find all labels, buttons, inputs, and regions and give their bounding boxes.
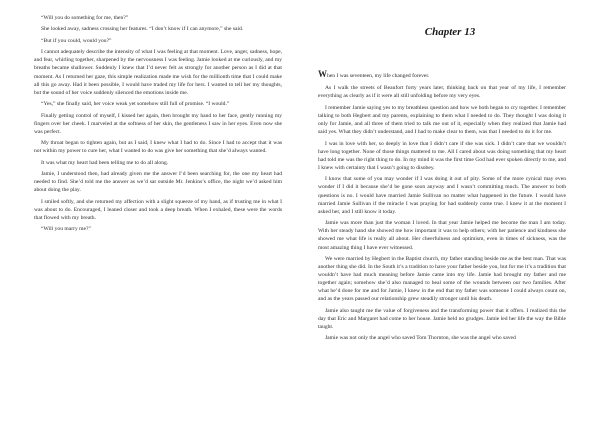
paragraph: It was what my heart had been telling me to do all along. <box>41 159 169 166</box>
right-page-text <box>318 68 566 346</box>
paragraph: I know that some of you may wonder if I was doing it out of pity. Some of the more cynical may even wonder if I did it because she’d be gone soon anyway and I wasn’t committing much. The answer to both questions is no. I would have married Jamie Sullivan no matter what happened in the future. I would have married Jamie Sullivan if the miracle I was praying for had suddenly come true. I knew it at the moment I asked her, and I still know it today. <box>318 176 566 215</box>
opening-text: hen I was seventeen, my life changed forever. <box>327 73 430 79</box>
paragraph: My throat began to tighten again, but as I said, I knew what I had to do. Since I had to accept that it was not within my power to cure her, what I wanted to do was give her something that she’d always wanted. <box>34 140 282 155</box>
opening-paragraph <box>318 68 566 81</box>
paragraph: She looked away, sadness crossing her features. “I don’t know if I can anymore,” she said. <box>41 26 244 33</box>
left-page-text <box>34 14 282 237</box>
drop-cap: W <box>318 69 327 79</box>
paragraph: Finally getting control of myself, I kissed her again, then brought my hand to her face, gently running my fingers over her cheek. I marveled at the softness of her skin, the gentleness I saw in her eyes. Even now she was perfect. <box>34 112 282 135</box>
paragraph: “Yes,” she finally said, her voice weak yet somehow still full of promise. “I would.” <box>41 101 230 108</box>
paragraph: “But if you could, would you?” <box>41 37 112 44</box>
paragraph: Jamie was not only the angel who saved Tom Thornton, she was the angel who saved <box>325 335 516 342</box>
paragraph: Jamie was more than just the woman I loved. In that year Jamie helped me become the man I am today. With her steady hand she showed me how important it was to help others; with her patience and kindness she showed me what life is really all about. Her cheerfulness and optimism, even in times of sickness, was the most amazing thing I have ever witnessed. <box>318 220 566 251</box>
paragraph: I cannot adequately describe the intensity of what I was feeling at that moment. Love, anger, sadness, hope, and fear, whirling together, sharpened by the nervousness I was feeling. Jamie looked at me curiously, and my breaths became shallower. Suddenly I knew that I’d never felt as strongly for another person as I did at that moment. As I returned her gaze, this simple realization made me wish for the millionth time that I could make all this go away. Had it been possible, I would have traded my life for hers. I wanted to tell her my thoughts, but the sound of her voice suddenly silenced the emotions inside me. <box>34 49 282 96</box>
paragraph: I smiled softly, and she returned my affection with a slight squeeze of my hand, as if trusting me in what I was about to do. Encouraged, I leaned closer and took a deep breath. When I exhaled, these were the words that flowed with my breath. <box>34 198 282 221</box>
paragraph: I remember Jamie saying yes to my breathless question and how we both began to cry together. I remember talking to both Hegbert and my parents, explaining to them what I needed to do. They thought I was doing it only for Jamie, and all three of them tried to talk me out of it, especially when they realized that Jamie had said yes. What they didn’t understand, and I had to make clear to them, was that I needed to do it for me. <box>318 104 566 136</box>
chapter-title: Chapter 13 <box>424 26 476 38</box>
paragraph: As I walk the streets of Beaufort forty years later, thinking back on that year of my life, I remember everything as clearly as if it were all still unfolding before my very eyes. <box>318 85 566 100</box>
paragraph: “Will you marry me?” <box>41 226 91 233</box>
paragraph: I was in love with her, so deeply in love that I didn’t care if she was sick. I didn’t care that we wouldn’t have long together. None of those things mattered to me. All I cared about was doing something that my heart had told me was the right thing to do. In my mind it was the first time God had ever spoken directly to me, and I knew with certainty that I wasn’t going to disobey. <box>318 140 566 171</box>
paragraph: We were married by Hegbert in the Baptist church, my father standing beside me as the best man. That was another thing she did. In the South it’s a tradition to have your father beside you, but for me it’s a tradition that wouldn’t have had much meaning before Jamie came into my life. Jamie had brought my father and me together again; somehow she’d also managed to heal some of the wounds between our two families. After what he’d done for me and for Jamie, I knew in the end that my father was someone I could always count on, and as the years passed our relationship grew steadily stronger until his death. <box>318 255 566 303</box>
paragraph: “Will you do something for me, then?” <box>41 15 129 21</box>
paragraph: Jamie also taught me the value of forgiveness and the transforming power that it offers. I realized this the day that Eric and Margaret had come to her house. Jamie held no grudges. Jamie led her life the way the Bible taught. <box>318 307 566 331</box>
paragraph: Jamie, I understood then, had already given me the answer I’d been searching for, the one my heart had needed to find. She’d told me the answer as we’d sat outside Mr. Jenkins’s office, the night we’d asked him about doing the play. <box>34 171 282 194</box>
